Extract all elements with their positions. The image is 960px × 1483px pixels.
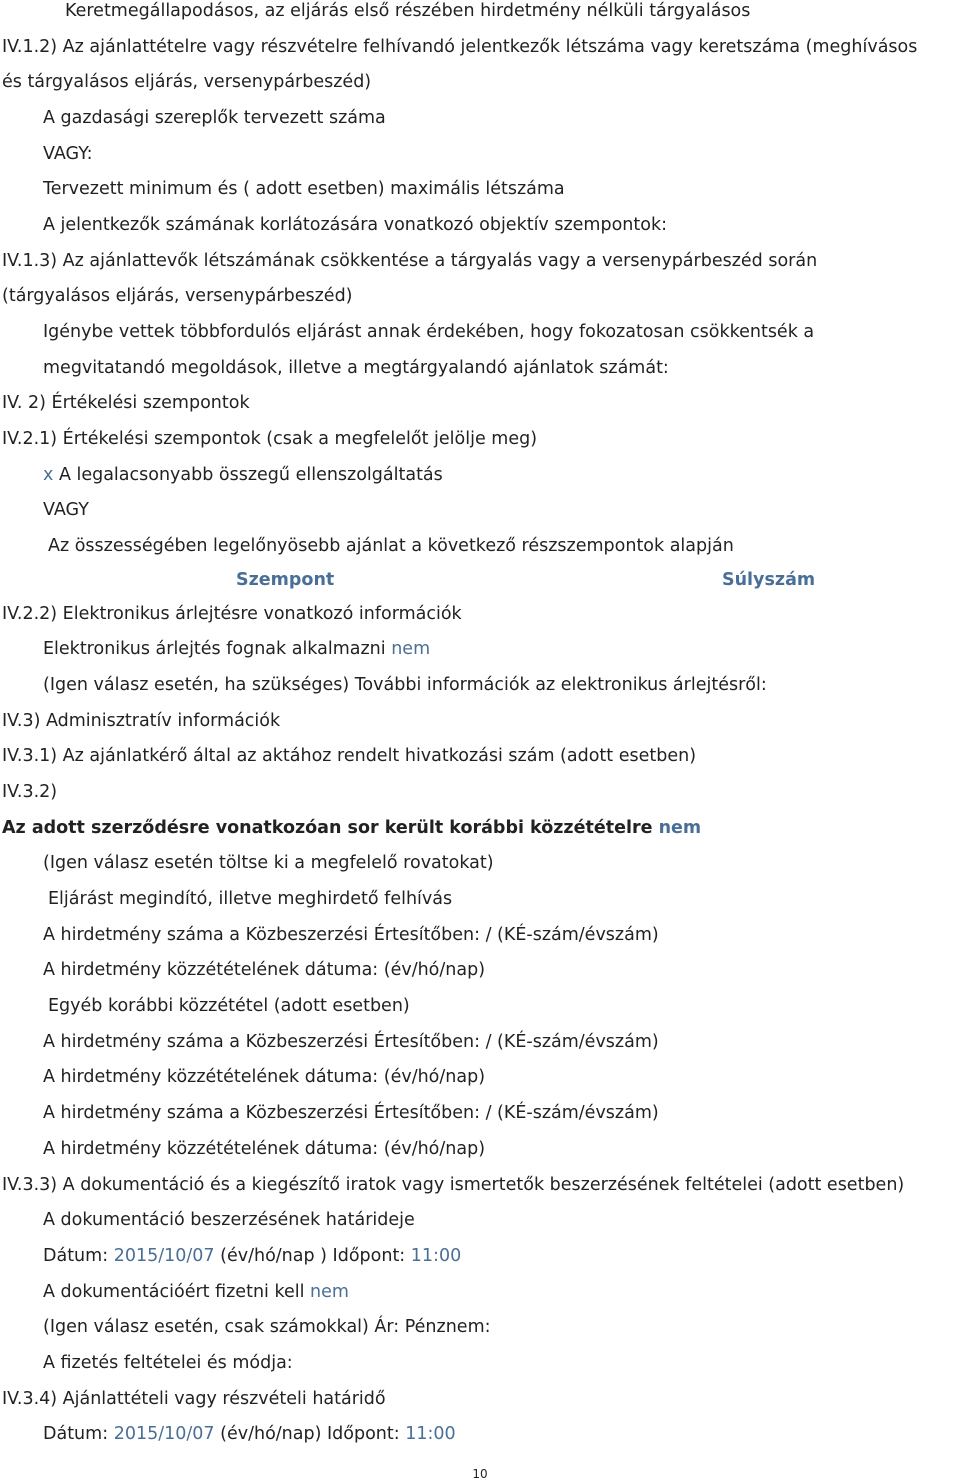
doc-deadline-line: A dokumentáció beszerzésének határideje [43,1210,415,1230]
doc-deadline-date: 2015/10/07 [113,1246,215,1266]
e-auction-value: nem [391,639,431,659]
other-publication-line: Egyéb korábbi közzététel (adott esetben) [48,996,410,1016]
procedure-type-line: Keretmegállapodásos, az eljárás első részében hirdetmény nélküli tárgyalásos [65,1,751,21]
notice-date-line: A hirdetmény közzétételének dátuma: (év/hó/nap) [43,960,486,980]
bid-deadline-date-line [43,1423,456,1445]
planned-count-line: A gazdasági szereplők tervezett száma [43,108,386,128]
time-label-2: (év/hó/nap) Időpont: [220,1424,400,1444]
date-label: Dátum: [43,1246,109,1266]
doc-fee-value: nem [310,1282,349,1302]
or-label: VAGY: [43,144,93,164]
lowest-price-line [43,464,443,486]
best-value-line: Az összességében legelőnyösebb ajánlat a következő részszempontok alapján [48,536,734,556]
doc-deadline-date-line [43,1245,461,1267]
doc-fee-line [43,1281,349,1303]
objective-criteria-line: A jelentkezők számának korlátozására vonatkozó objektív szempontok: [43,215,667,235]
section-iv-2-1-heading: IV.2.1) Értékelési szempontok (csak a megfelelőt jelölje meg) [2,429,538,449]
e-auction-line [43,638,430,660]
multi-round-line: Igénybe vettek többfordulós eljárást annak érdekében, hogy fokozatosan csökkentsék a [43,322,815,342]
e-auction-info-line: (Igen válasz esetén, ha szükséges) További információk az elektronikus árlejtésről: [43,675,767,695]
section-iv-1-2-heading-cont: és tárgyalásos eljárás, versenypárbeszéd) [2,72,372,92]
section-iv-1-3-heading: IV.1.3) Az ajánlattevők létszámának csökkentése a tárgyalás vagy a versenypárbeszéd során [2,251,818,271]
payment-terms-line: A fizetés feltételei és módja: [43,1353,293,1373]
selected-mark: x [43,465,54,485]
price-line: (Igen válasz esetén, csak számokkal) Ár: Pénznem: [43,1317,491,1337]
section-iv-3-2-heading: IV.3.2) [2,782,58,802]
bid-deadline-time: 11:00 [405,1424,456,1444]
doc-deadline-time: 11:00 [410,1246,462,1266]
date-label-2: Dátum: [43,1424,109,1444]
notice-number-line-2: A hirdetmény száma a Közbeszerzési Értesítőben: / (KÉ-szám/évszám) [43,1032,659,1052]
section-iv-1-2-heading: IV.1.2) Az ajánlattételre vagy részvételre felhívandó jelentkezők létszáma vagy keretszáma (meghívásos [2,37,918,57]
lowest-price-label: A legalacsonyabb összegű ellenszolgáltatás [58,465,443,485]
time-label: (év/hó/nap ) Időpont: [220,1246,406,1266]
section-iv-1-3-heading-cont: (tárgyalásos eljárás, versenypárbeszéd) [2,286,353,306]
prior-publication-value: nem [658,818,702,838]
notice-date-line-2: A hirdetmény közzétételének dátuma: (év/hó/nap) [43,1067,486,1087]
weight-column-header: Súlyszám [722,570,816,590]
section-iv-2-2-heading: IV.2.2) Elektronikus árlejtésre vonatkozó információk [2,604,462,624]
multi-round-line-cont: megvitatandó megoldások, illetve a megtárgyalandó ajánlatok számát: [43,358,669,378]
section-iv-2-heading: IV. 2) Értékelési szempontok [2,393,250,413]
section-iv-3-4-heading: IV.3.4) Ajánlattételi vagy részvételi határidő [2,1389,386,1409]
page-number: 10 [472,1467,488,1481]
criterion-column-header: Szempont [236,570,335,590]
doc-fee-label: A dokumentációért fizetni kell [43,1282,305,1302]
min-max-line: Tervezett minimum és ( adott esetben) maximális létszáma [43,179,565,199]
e-auction-label: Elektronikus árlejtés fognak alkalmazni [43,639,386,659]
call-notice-line: Eljárást megindító, illetve meghirdető felhívás [48,889,453,909]
section-iv-3-3-heading: IV.3.3) A dokumentáció és a kiegészítő iratok vagy ismertetők beszerzésének feltételei (adott esetben) [2,1175,905,1195]
notice-date-line-3: A hirdetmény közzétételének dátuma: (év/hó/nap) [43,1139,486,1159]
notice-number-line: A hirdetmény száma a Közbeszerzési Értesítőben: / (KÉ-szám/évszám) [43,925,659,945]
section-iv-3-heading: IV.3) Adminisztratív információk [2,711,281,731]
or-label-2: VAGY [43,500,89,520]
prior-publication-line [2,817,701,839]
section-iv-3-1-heading: IV.3.1) Az ajánlatkérő által az aktához rendelt hivatkozási szám (adott esetben) [2,746,697,766]
notice-number-line-3: A hirdetmény száma a Közbeszerzési Értesítőben: / (KÉ-szám/évszám) [43,1103,659,1123]
bid-deadline-date: 2015/10/07 [113,1424,215,1444]
prior-publication-label: Az adott szerződésre vonatkozóan sor került korábbi közzétételre [2,818,653,838]
fill-instruction-line: (Igen válasz esetén töltse ki a megfelelő rovatokat) [43,853,494,873]
